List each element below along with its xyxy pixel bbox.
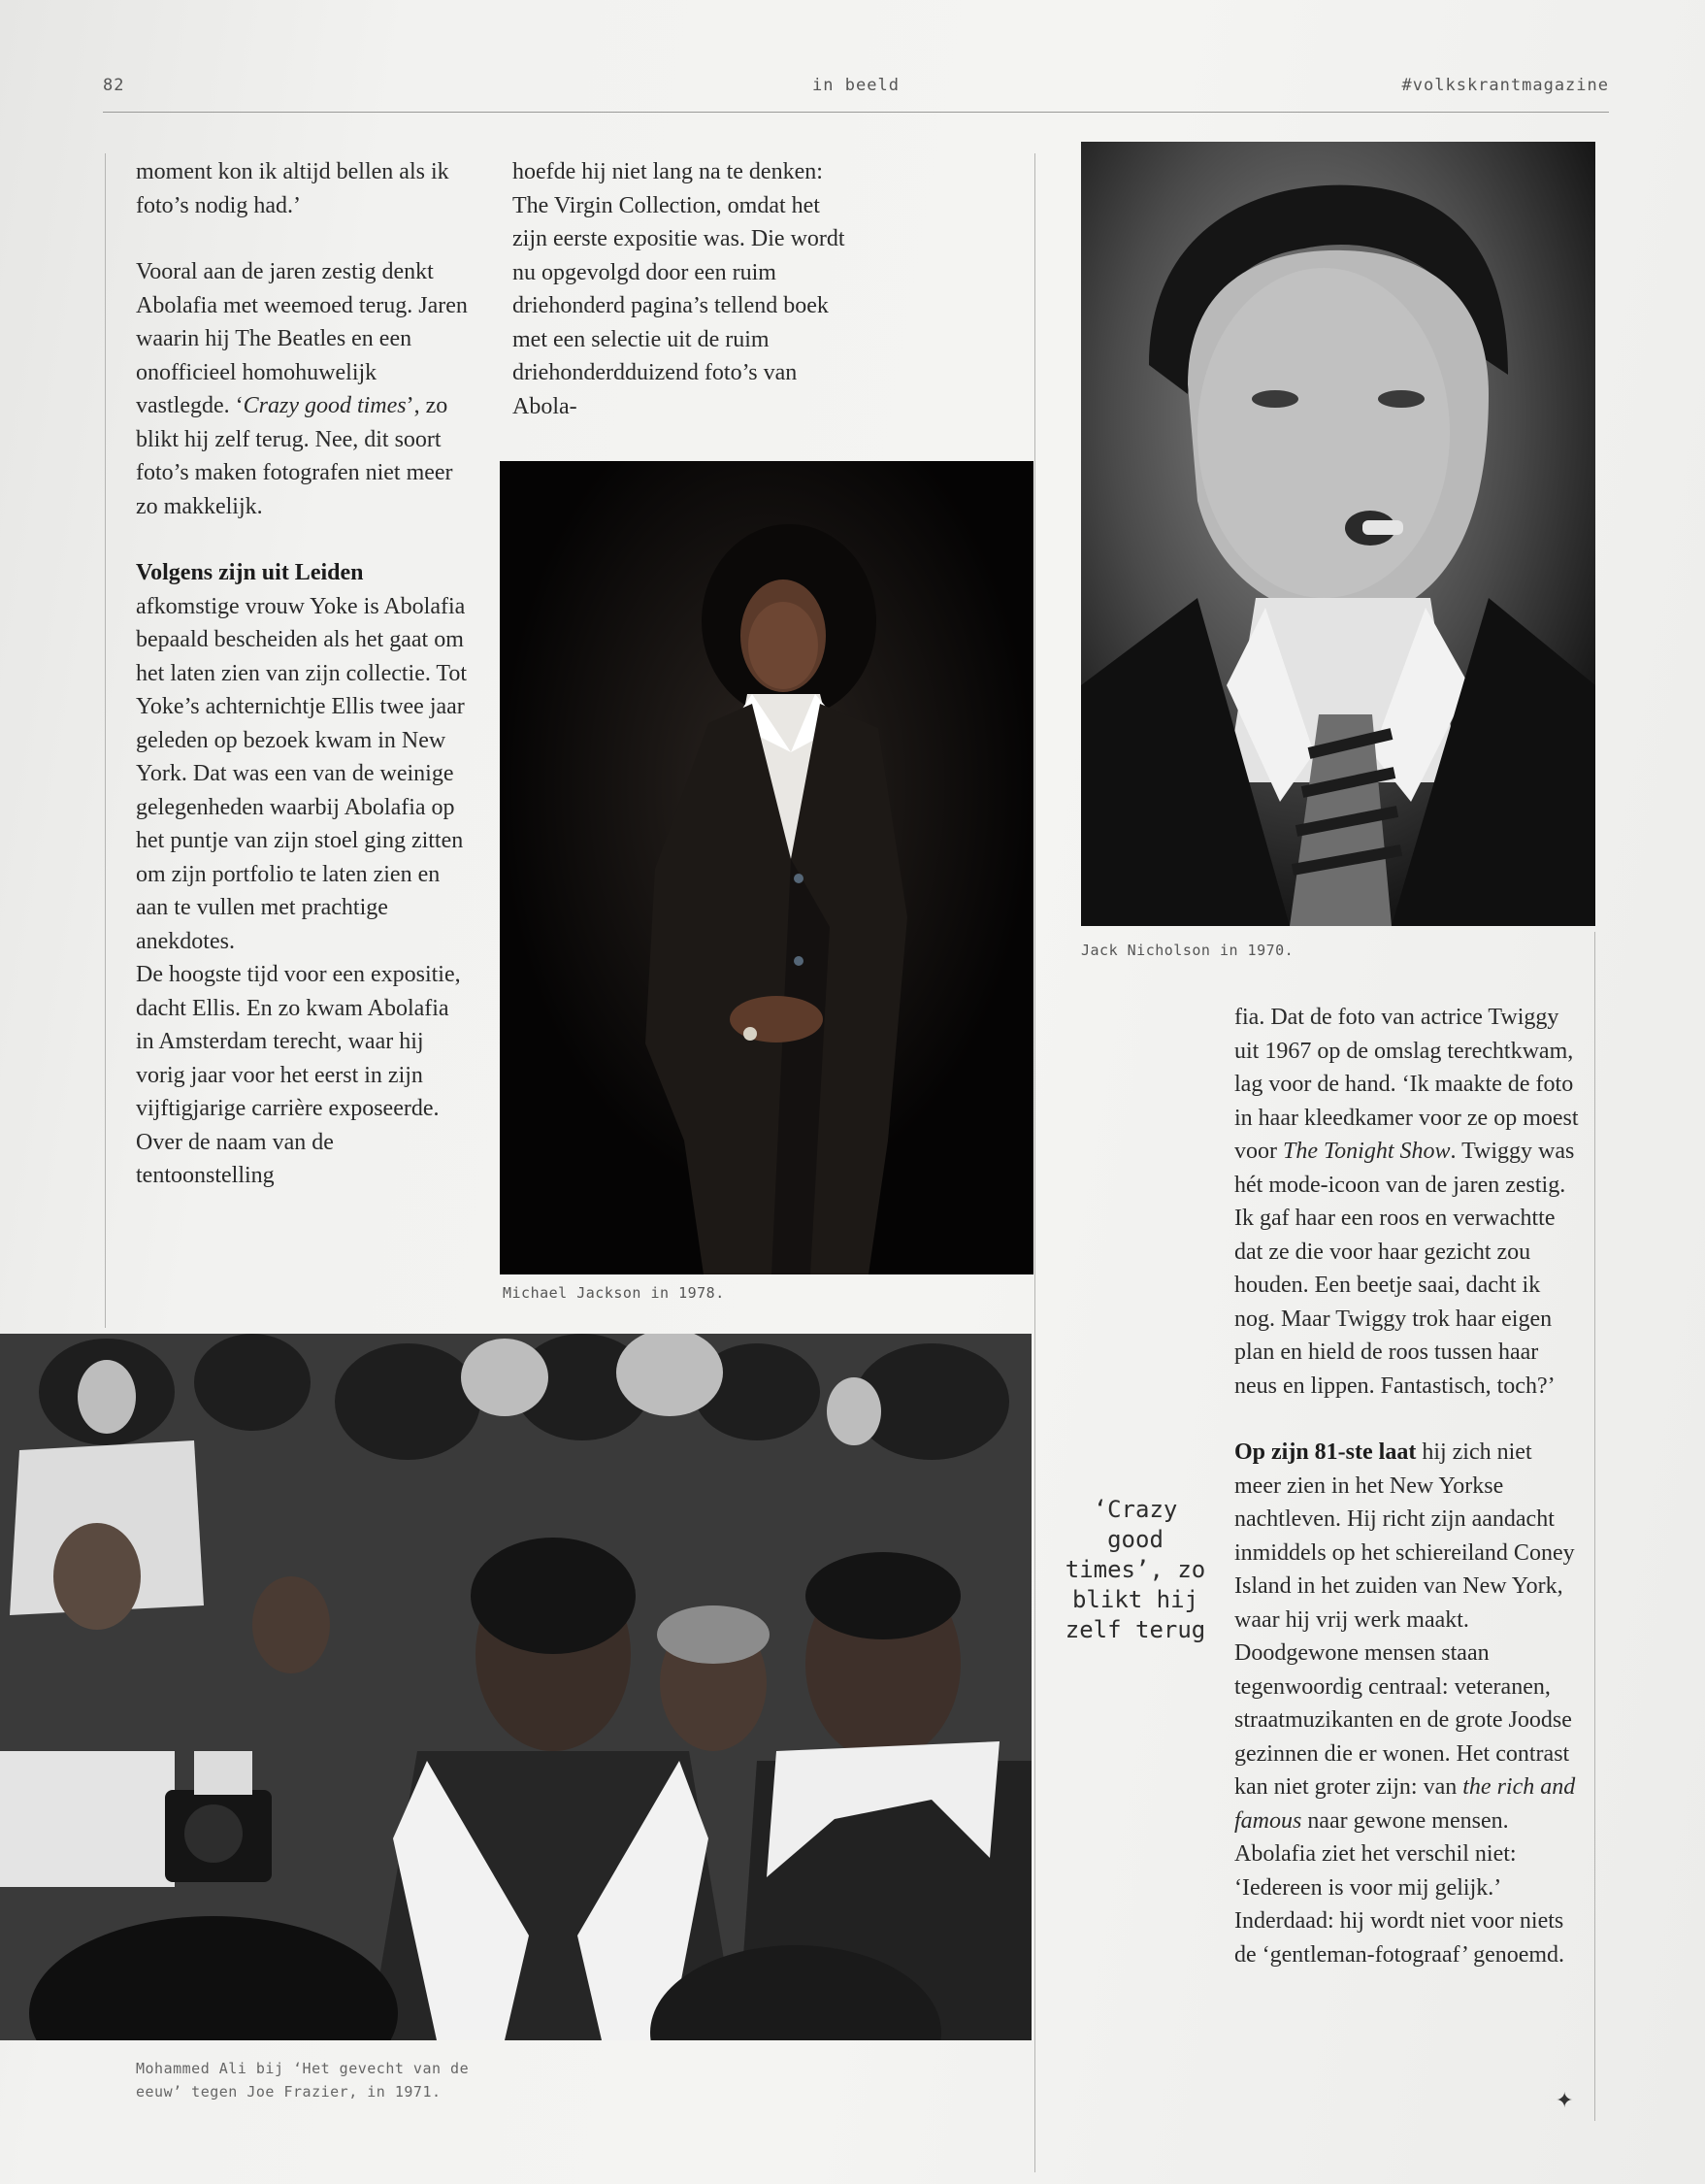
column-rule-right — [1594, 932, 1595, 2121]
paragraph: hoefde hij niet lang na te denken: The Virgin Collection, omdat het zijn eerste expositie was. Die wordt nu opgevolgd door een ruim driehonderd pagina’s tellend boek met een selectie uit de ruim driehonderdduizend foto’s van Abola- — [512, 159, 845, 419]
photo-mohammed-ali-illustration — [0, 1334, 1032, 2040]
photo-michael-jackson-illustration — [500, 461, 1033, 1274]
photo-jack-nicholson-illustration — [1081, 142, 1595, 926]
paragraph: Vooral aan de jaren zestig denkt Abolafia met weemoed terug. Jaren waarin hij The Beatles en een onofficieel homohuwelijk vastlegde. ‘Crazy good times’, zo blikt hij zelf terug. Nee, dit soort foto’s maken fotografen niet meer zo makkelijk. — [136, 259, 468, 519]
column-rule-middle — [1034, 153, 1035, 2172]
paragraph: Op zijn 81-ste laat hij zich niet meer zien in het New Yorkse nachtleven. Hij richt zijn aandacht inmiddels op het schiereiland Coney Island in het zuiden van New York, waar hij vrij werk maakt. Doodgewone mensen staan tegenwoordig centraal: veteranen, straatmuzikanten en de grote Joodse gezinnen die er wonen. Het contrast kan niet groter zijn: van the rich and famous naar gewone mensen. Abolafia ziet het verschil niet: ‘Iedereen is voor mij gelijk.’ Inderdaad: hij wordt niet voor niets de ‘gentleman-fotograaf’ genoemd. — [1234, 1439, 1576, 1968]
caption-mohammed-ali: Mohammed Ali bij ‘Het gevecht van de eeuw’ tegen Joe Frazier, in 1971. — [136, 2060, 470, 2101]
paragraph: fia. Dat de foto van actrice Twiggy uit 1967 op de omslag terechtkwam, lag voor de hand. ‘Ik maakte de foto in haar kleedkamer voor ze op moest voor The Tonight Show. Twiggy was hét mode-icoon van de jaren zestig. Ik gaf haar een roos en verwachtte dat ze die voor haar gezicht zou houden. Een beetje saai, dacht ik nog. Maar Twiggy trok haar eigen plan en hield de roos tussen haar neus en lippen. Fantastisch, toch?’ — [1234, 1005, 1579, 1399]
pull-quote: ‘Crazy good times’, zo blikt hij zelf terug — [1065, 1496, 1206, 1643]
column-rule-left — [105, 153, 106, 1328]
section-title: in beeld — [812, 76, 900, 95]
page-number: 82 — [103, 76, 125, 95]
article-column-2 — [512, 155, 847, 423]
paragraph: moment kon ik altijd bellen als ik foto’s nodig had.’ — [136, 159, 449, 218]
photo-jack-nicholson — [1081, 142, 1595, 926]
photo-mohammed-ali — [0, 1334, 1032, 2040]
photo-michael-jackson — [500, 461, 1033, 1274]
running-header — [103, 76, 1609, 101]
header-rule — [103, 112, 1609, 113]
end-mark-icon: ✦ — [1556, 2089, 1574, 2113]
magazine-hashtag: #volkskrantmagazine — [1401, 76, 1609, 95]
lead-in: Volgens zijn uit Leiden — [136, 560, 364, 585]
paragraph: Volgens zijn uit Leiden afkomstige vrouw Yoke is Abolafia bepaald bescheiden als het gaat om het laten zien van zijn collectie. Tot Yoke’s achternichtje Ellis twee jaar geleden op bezoek kwam in New York. Dat was een van de weinige gelegenheden waarbij Abolafia op het puntje van zijn stoel ging zitten om zijn portfolio te laten zien en aan te vullen met prachtige anekdotes. — [136, 560, 468, 954]
paragraph: De hoogste tijd voor een expositie, dacht Ellis. En zo kwam Abolafia in Amsterdam terecht, waar hij vorig jaar voor het eerst in zijn vijftigjarige carrière exposeerde. Over de naam van de tentoonstelling — [136, 962, 461, 1188]
article-column-1 — [136, 155, 471, 1193]
lead-in: Op zijn 81-ste laat — [1234, 1439, 1417, 1465]
caption-michael-jackson: Michael Jackson in 1978. — [503, 1284, 725, 1302]
caption-jack-nicholson: Jack Nicholson in 1970. — [1081, 942, 1295, 959]
article-column-3 — [1234, 1001, 1579, 1971]
